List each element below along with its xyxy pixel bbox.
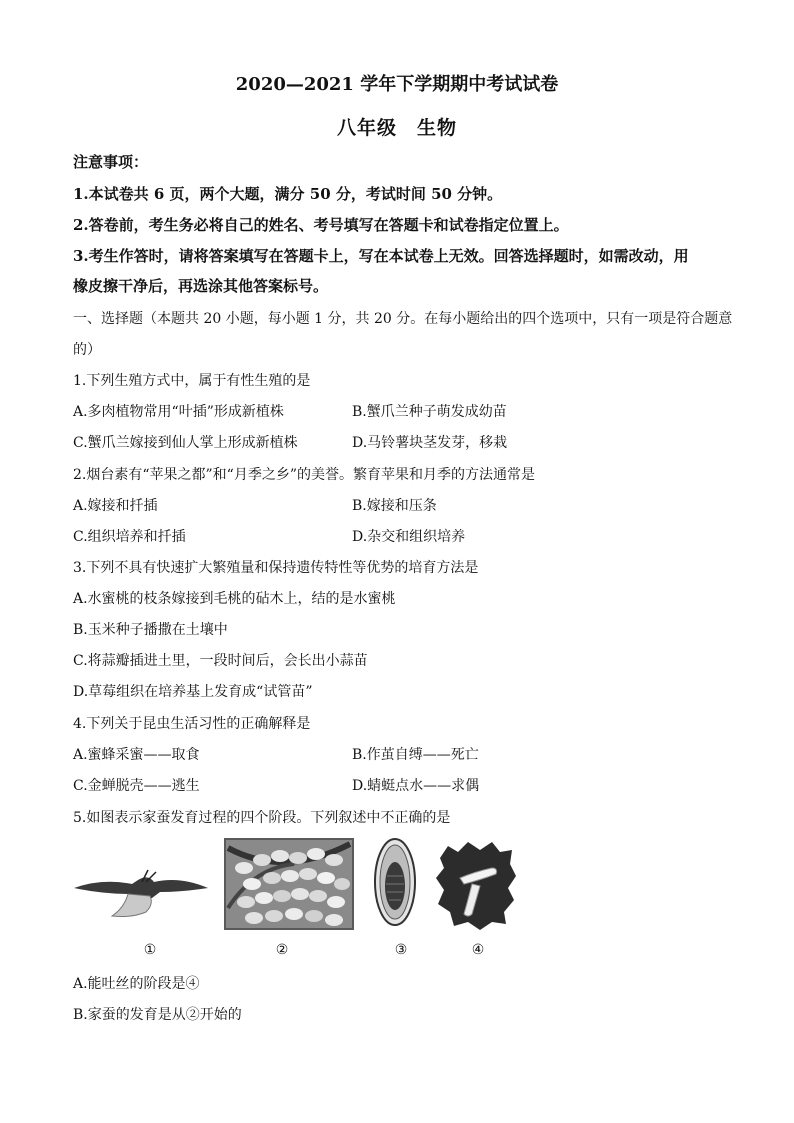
figure-label: ③ — [394, 942, 408, 958]
option-c: C.将蒜瓣插进土里，一段时间后，会长出小蒜苗 — [73, 653, 368, 669]
question-stem: 4.下列关于昆虫生活习性的正确解释是 — [73, 716, 311, 732]
figure-label: ① — [143, 942, 157, 958]
note-item: 橡皮擦干净后，再选涂其他答案标号。 — [73, 277, 329, 295]
option-c: C.蟹爪兰嫁接到仙人掌上形成新植株 — [73, 435, 298, 451]
note-item: 3.考生作答时，请将答案填写在答题卡上，写在本试卷上无效。回答选择题时，如需改动，用 — [73, 247, 689, 265]
larva-stage-figure — [434, 838, 518, 932]
exam-title: 2020—2021 学年下学期期中考试试卷 — [235, 74, 559, 95]
option-b: B.家蚕的发育是从②开始的 — [73, 1007, 242, 1023]
section-heading: 一、选择题（本题共 20 小题，每小题 1 分，共 20 分。在每小题给出的四个选项中，只有一项是符合题意 — [73, 311, 733, 327]
pupa-stage-figure — [372, 836, 418, 928]
option-c: C.组织培养和扦插 — [73, 529, 186, 545]
option-b: B.嫁接和压条 — [352, 498, 437, 514]
moth-stage-figure — [72, 858, 212, 930]
figure-label: ② — [275, 942, 289, 958]
option-a: A.能吐丝的阶段是④ — [73, 976, 200, 992]
question-stem: 2.烟台素有“苹果之都”和“月季之乡”的美誉。繁育苹果和月季的方法通常是 — [73, 467, 535, 483]
figure-label: ④ — [471, 942, 485, 958]
option-d: D.杂交和组织培养 — [352, 529, 466, 545]
option-a: A.多肉植物常用“叶插”形成新植株 — [73, 404, 284, 420]
note-item: 2.答卷前，考生务必将自己的姓名、考号填写在答题卡和试卷指定位置上。 — [73, 216, 569, 234]
option-d: D.草莓组织在培养基上发育成“试管苗” — [73, 684, 313, 700]
option-b: B.作茧自缚——死亡 — [352, 747, 479, 763]
eggs-stage-figure — [224, 838, 354, 930]
option-a: A.蜜蜂采蜜——取食 — [73, 747, 200, 763]
option-b: B.蟹爪兰种子萌发成幼苗 — [352, 404, 507, 420]
option-c: C.金蝉脱壳——逃生 — [73, 778, 200, 794]
notes-heading: 注意事项： — [73, 153, 149, 171]
question-stem: 3.下列不具有快速扩大繁殖量和保持遗传特性等优势的培育方法是 — [73, 560, 479, 576]
question-stem: 1.下列生殖方式中，属于有性生殖的是 — [73, 373, 311, 389]
option-b: B.玉米种子播撒在土壤中 — [73, 622, 228, 638]
section-heading-cont: 的） — [73, 342, 101, 358]
option-a: A.嫁接和扦插 — [73, 498, 158, 514]
exam-subtitle: 八年级 生物 — [336, 117, 457, 139]
option-d: D.马铃薯块茎发芽，移栽 — [352, 435, 508, 451]
question-stem: 5.如图表示家蚕发育过程的四个阶段。下列叙述中不正确的是 — [73, 810, 451, 826]
note-item: 1.本试卷共 6 页，两个大题，满分 50 分，考试时间 50 分钟。 — [73, 185, 503, 203]
option-d: D.蜻蜓点水——求偶 — [352, 778, 480, 794]
option-a: A.水蜜桃的枝条嫁接到毛桃的砧木上，结的是水蜜桃 — [73, 591, 396, 607]
